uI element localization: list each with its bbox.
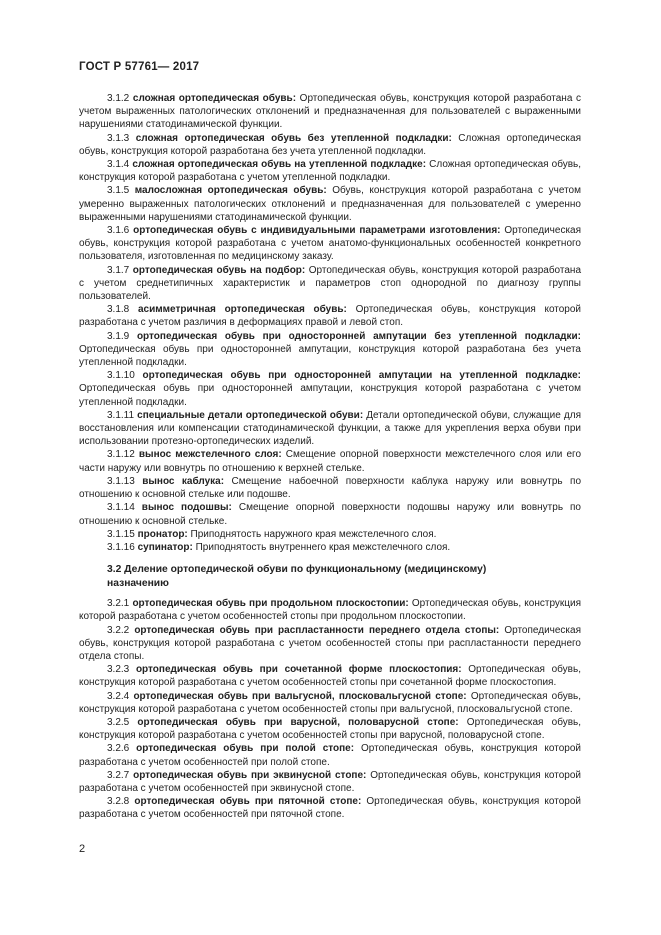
term-name: супинатор:	[137, 541, 193, 553]
term-name: малосложная ортопедическая обувь:	[134, 185, 327, 197]
term-definition: Сложная ортопедическая обувь, конструкция которой разработана без учета утепленной подкладки.	[79, 132, 582, 157]
term-name: сложная ортопедическая обувь на утепленной подкладке:	[132, 159, 427, 171]
term-entry	[79, 541, 581, 554]
term-entry	[79, 132, 581, 158]
term-name: ортопедическая обувь при пяточной стопе:	[134, 796, 362, 808]
term-name: ортопедическая обувь при продольном плоскостопии:	[132, 598, 409, 610]
term-number: 3.1.5	[107, 185, 130, 197]
document-body	[79, 92, 581, 822]
term-number: 3.1.11	[107, 409, 135, 421]
term-name: ортопедическая обувь при эквинусной стопе:	[133, 769, 367, 781]
term-name: вынос подошвы:	[141, 502, 232, 514]
section-heading-3-2	[79, 563, 581, 590]
term-definition: Ортопедическая обувь, конструкция которой разработана с учетом особенностей при эквинусной стопе.	[79, 769, 582, 794]
term-definition: Обувь, конструкция которой разработана с учетом умеренно выраженных патологических отклонений и предназначенная для пользователей с умеренно выраженными нарушениями статодинамической функции.	[79, 185, 581, 223]
document-header: ГОСТ Р 57761— 2017	[79, 61, 200, 73]
term-entry	[79, 597, 581, 623]
term-definition: Ортопедическая обувь, конструкция которой разработана с учетом среднетипичных характеристик и параметров стоп однородной по диагнозу группы пользователей.	[79, 264, 582, 303]
term-definition: Смещение опорной поверхности межстелечного слоя или его части наружу или вовнутрь по отношению к верхней стельке.	[79, 449, 582, 474]
section-heading-line-2: назначению	[107, 577, 169, 589]
term-definition: Приподнятость внутреннего края межстелечного слоя.	[195, 541, 451, 553]
term-definition: Ортопедическая обувь, конструкция которой разработана с учетом особенностей при полой стопе.	[79, 743, 582, 768]
term-definition: Ортопедическая обувь, конструкция которой разработана с учетом различия в деформациях правой и левой стоп.	[79, 304, 582, 329]
term-entry	[79, 330, 581, 370]
term-entry	[79, 369, 581, 409]
term-name: сложная ортопедическая обувь без утепленной подкладки:	[135, 132, 452, 144]
term-entry	[79, 624, 581, 664]
term-entry	[79, 92, 581, 132]
term-definition: Смещение набоечной поверхности каблука наружу или вовнутрь по отношению к основной стельке или подошве.	[79, 475, 581, 501]
term-number: 3.1.10	[107, 370, 135, 382]
term-number: 3.1.16	[107, 541, 135, 553]
term-entry	[79, 690, 581, 716]
term-name: ортопедическая обувь при распластанности переднего отдела стопы:	[134, 624, 500, 636]
term-entry	[79, 663, 581, 689]
term-name: ортопедическая обувь при полой стопе:	[136, 743, 355, 755]
term-number: 3.1.15	[107, 528, 135, 540]
term-entry	[79, 224, 581, 264]
term-entry	[79, 409, 581, 449]
page-number: 2	[79, 843, 86, 855]
term-entry	[79, 303, 581, 329]
term-number: 3.1.6	[107, 225, 130, 237]
term-number: 3.1.14	[107, 502, 135, 514]
term-entry	[79, 716, 581, 742]
term-name: ортопедическая обувь при вальгусной, плосковальгусной стопе:	[133, 690, 467, 702]
term-number: 3.1.4	[107, 159, 130, 171]
term-entry	[79, 528, 581, 541]
term-number: 3.2.5	[107, 716, 130, 728]
term-definition: Смещение опорной поверхности подошвы наружу или вовнутрь по отношению к основной стельке.	[79, 502, 581, 527]
term-number: 3.1.12	[107, 449, 135, 461]
term-entry	[79, 742, 581, 768]
term-number: 3.2.7	[107, 769, 130, 781]
term-name: вынос каблука:	[142, 475, 225, 487]
term-name: пронатор:	[137, 528, 188, 540]
term-name: ортопедическая обувь при односторонней ампутации без утепленной подкладки:	[136, 330, 581, 342]
term-entry	[79, 501, 581, 527]
term-name: специальные детали ортопедической обуви:	[137, 409, 364, 421]
term-entry	[79, 475, 581, 501]
term-number: 3.2.6	[107, 743, 130, 755]
term-number: 3.1.13	[107, 475, 135, 487]
terms-section-3-1	[79, 92, 581, 554]
term-name: вынос межстелечного слоя:	[138, 449, 282, 461]
term-name: ортопедическая обувь при варусной, половарусной стопе:	[137, 716, 459, 728]
term-name: ортопедическая обувь с индивидуальными параметрами изготовления:	[133, 225, 501, 237]
term-definition: Детали ортопедической обуви, служащие для восстановления или компенсации статодинамической функции, а также для укрепления верха обуви при использовании протезно-ортопедических изделий.	[79, 409, 581, 448]
term-number: 3.1.3	[107, 132, 130, 144]
term-entry	[79, 769, 581, 795]
section-heading-line-1: 3.2 Деление ортопедической обуви по функциональному (медицинскому)	[107, 564, 487, 576]
term-entry	[79, 448, 581, 474]
term-entry	[79, 158, 581, 184]
term-entry	[79, 184, 581, 224]
term-definition: Ортопедическая обувь при односторонней ампутации, конструкция которой разработана без учета утепленной подкладки.	[79, 343, 581, 369]
term-definition: Ортопедическая обувь, конструкция которой разработана с учетом особенностей стопы при распластанности переднего отдела стопы.	[79, 624, 581, 662]
term-definition: Ортопедическая обувь при односторонней ампутации, конструкция которой разработана с учетом утепленной подкладки.	[79, 383, 581, 408]
term-entry	[79, 264, 581, 304]
term-definition: Ортопедическая обувь, конструкция которой разработана с учетом особенностей стопы при вальгусной, плосковальгусной стопе.	[79, 690, 582, 715]
term-number: 3.1.2	[107, 93, 130, 104]
term-definition: Сложная ортопедическая обувь, конструкция которой разработана с учетом утепленной подкладки.	[79, 159, 582, 184]
term-name: асимметричная ортопедическая обувь:	[137, 304, 347, 316]
term-name: ортопедическая обувь при сочетанной форме плоскостопия:	[135, 664, 462, 676]
term-number: 3.1.9	[107, 330, 130, 342]
term-name: ортопедическая обувь при односторонней ампутации на утепленной подкладке:	[142, 370, 581, 382]
term-number: 3.2.8	[107, 796, 130, 808]
term-number: 3.2.1	[107, 598, 130, 610]
term-definition: Приподнятость наружного края межстелечного слоя.	[190, 528, 437, 540]
term-name: сложная ортопедическая обувь:	[132, 93, 297, 104]
term-definition: Ортопедическая обувь, конструкция которой разработана с учетом анатомо-функциональных особенностей конкретного пользователя, изготовленная по медицинскому заказу.	[79, 225, 582, 263]
term-number: 3.1.7	[107, 264, 130, 276]
terms-section-3-2	[79, 597, 581, 821]
term-number: 3.2.2	[107, 624, 130, 636]
term-name: ортопедическая обувь на подбор:	[132, 264, 306, 276]
term-definition: Ортопедическая обувь, конструкция которой разработана с учетом выраженных патологических отклонений и предназначенная для пользователей с выраженными нарушениями статодинамической функции.	[79, 93, 582, 131]
term-number: 3.2.4	[107, 690, 130, 702]
term-definition: Ортопедическая обувь, конструкция которой разработана с учетом особенностей стопы при сочетанной форме плоскостопия.	[79, 664, 581, 689]
term-number: 3.2.3	[107, 664, 130, 676]
term-definition: Ортопедическая обувь, конструкция которой разработана с учетом особенностей стопы при продольном плоскостопии.	[79, 598, 582, 623]
term-definition: Ортопедическая обувь, конструкция которой разработана с учетом особенностей при пяточной стопе.	[79, 796, 581, 821]
term-number: 3.1.8	[107, 304, 130, 316]
term-entry	[79, 795, 581, 821]
term-definition: Ортопедическая обувь, конструкция которой разработана с учетом особенностей стопы при варусной, половарусной стопе.	[79, 716, 581, 742]
